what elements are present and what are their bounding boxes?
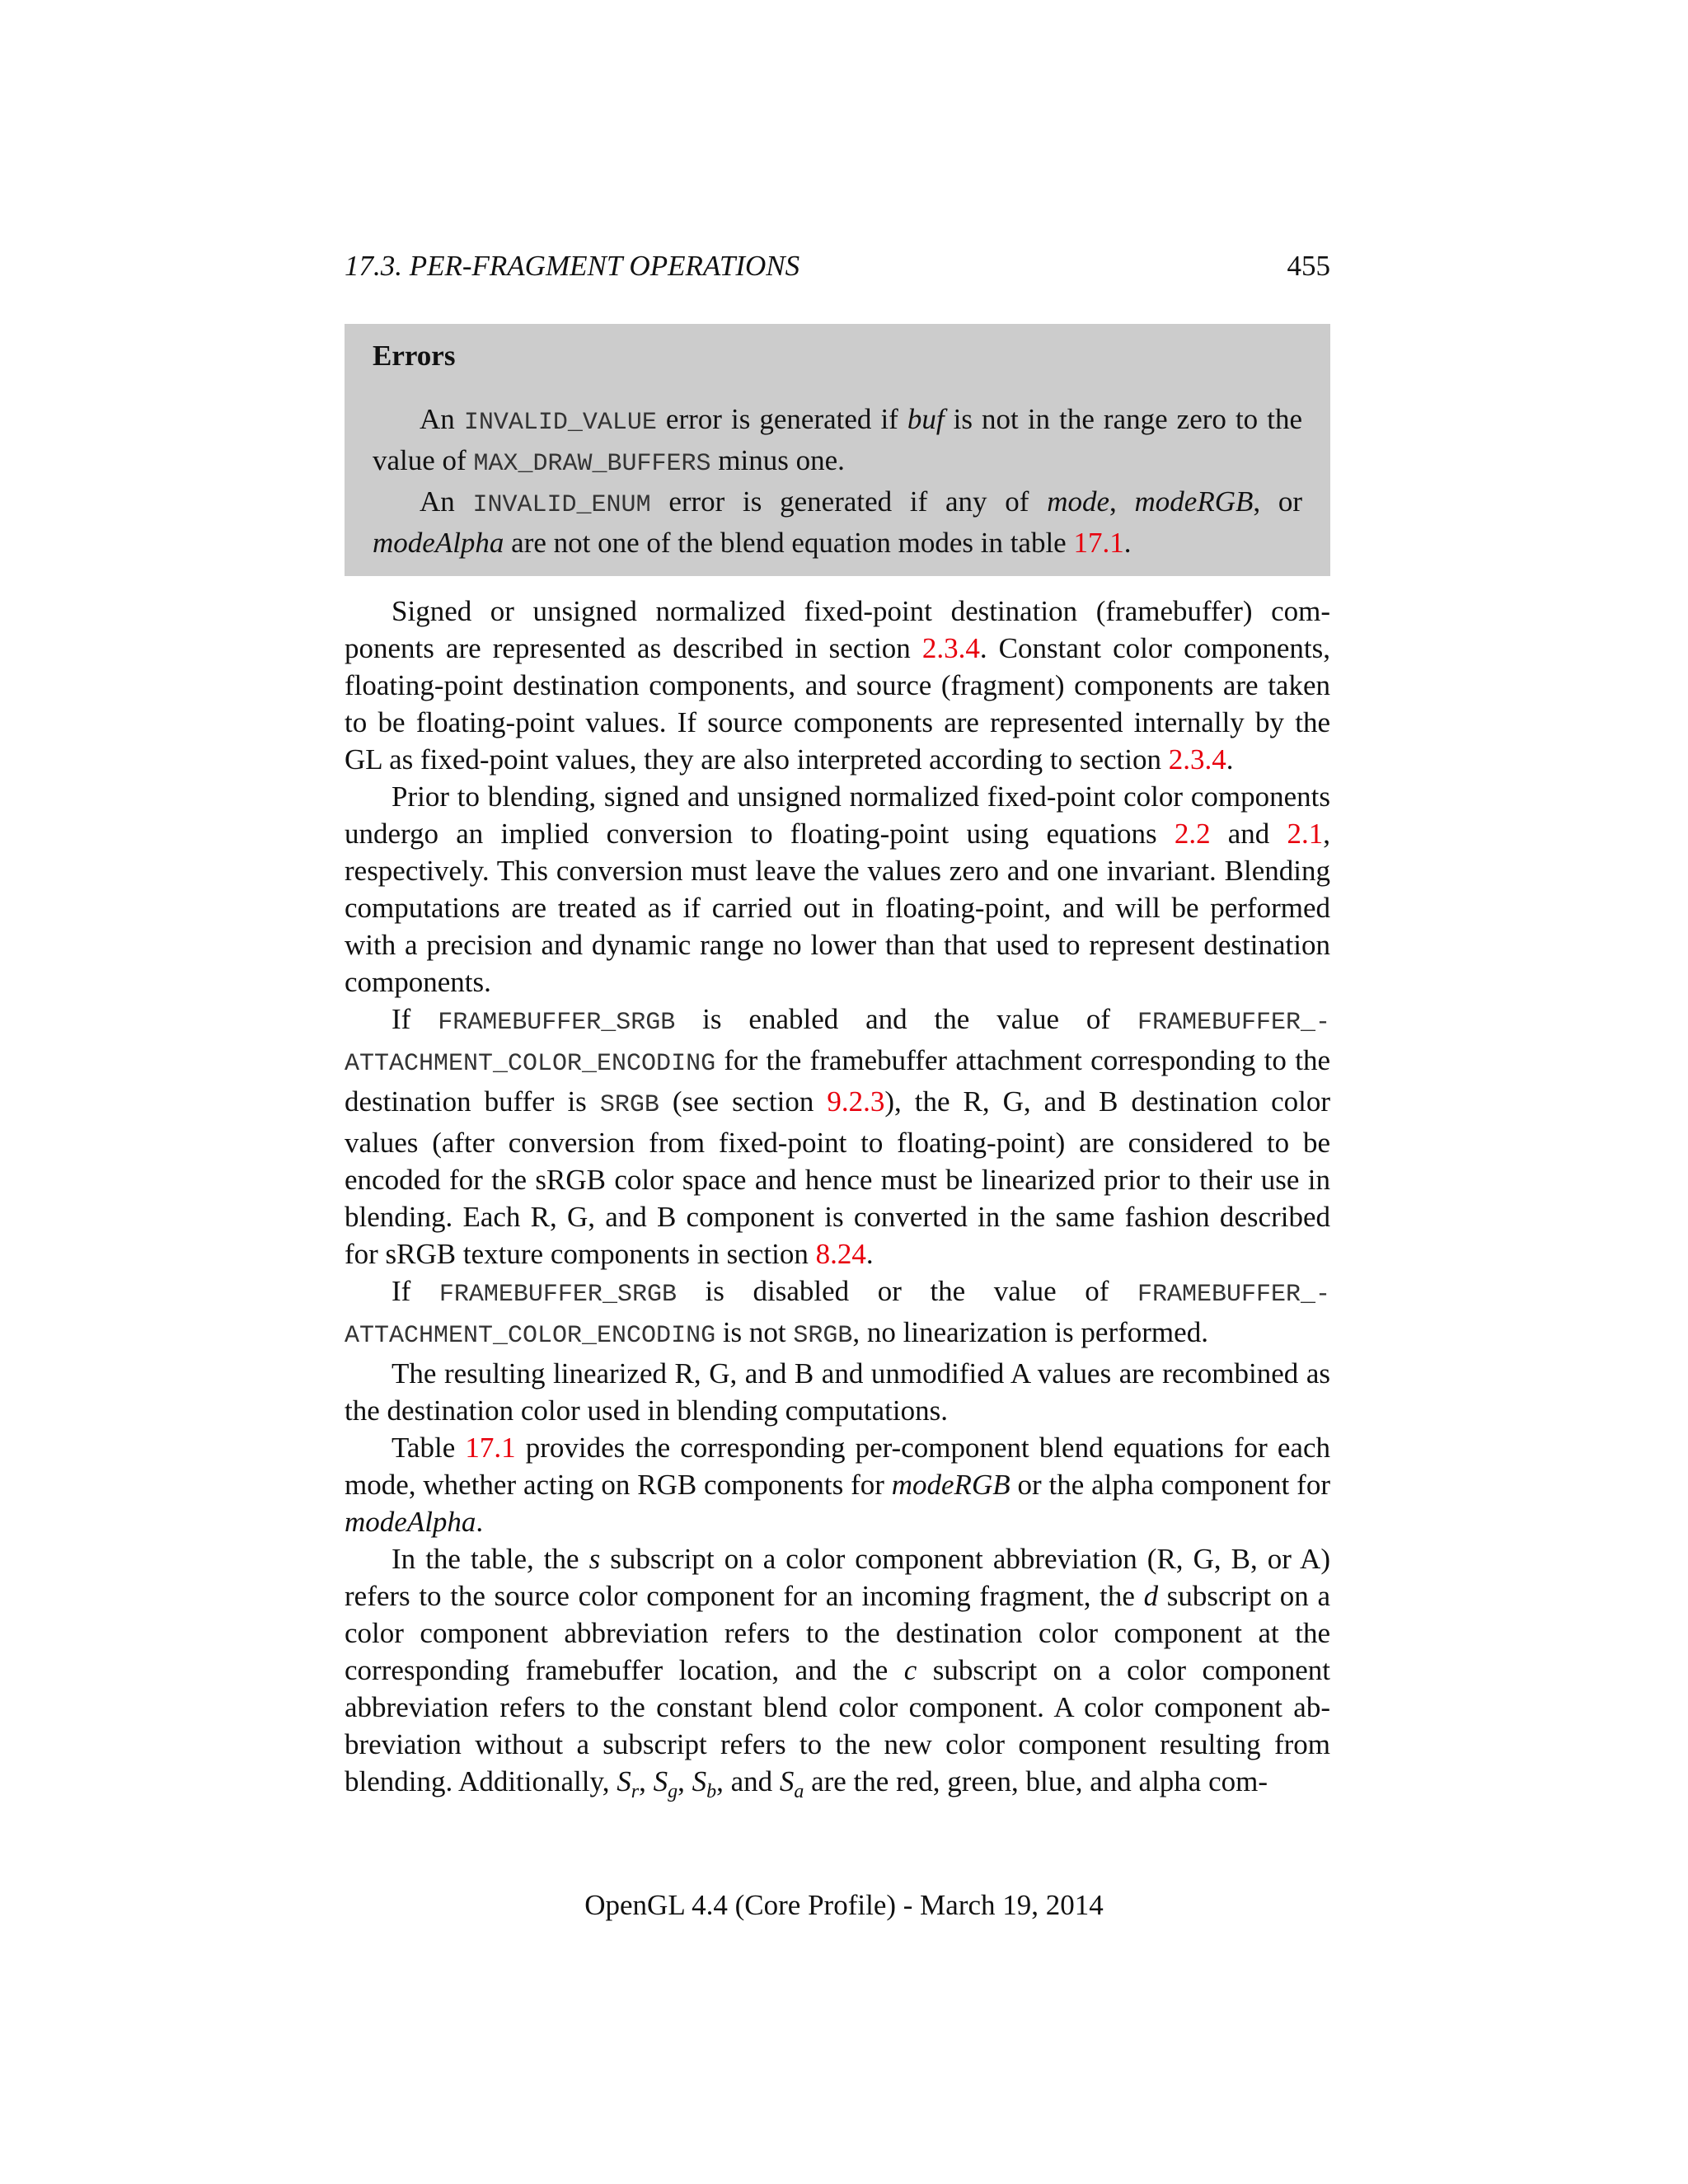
- errors-heading: Errors: [373, 340, 456, 372]
- code-token: SRGB: [599, 1091, 659, 1119]
- text: error is generated if: [656, 403, 907, 435]
- text: .: [1123, 527, 1132, 559]
- parameter-name: modeAlpha: [345, 1506, 476, 1538]
- page-footer: OpenGL 4.4 (Core Profile) - March 19, 2014: [584, 1889, 1104, 1921]
- code-token: SRGB: [793, 1322, 853, 1350]
- text: . Constant color components, floating-point destination components, and source (fragment) components are taken to be floating-point values. If source components are represented internally by the GL as fixed-point values, they are also interpreted according to section: [345, 632, 1330, 776]
- math-subscript: b: [706, 1781, 717, 1802]
- text: subscript on a color component abbreviation refers to the destination color component at the corresponding framebuffer location, and the: [345, 1580, 1330, 1686]
- text: Signed or unsigned normalized fixed-point destination (framebuffer) components are represented as described in section: [345, 595, 1330, 664]
- equation-reference-link[interactable]: 2.1: [1287, 818, 1324, 850]
- text: In the table, the: [392, 1543, 589, 1575]
- code-token: INVALID_ENUM: [472, 491, 651, 519]
- section-reference-link[interactable]: 2.3.4: [1168, 743, 1226, 776]
- text: ,: [639, 1765, 654, 1797]
- text: (see section: [659, 1085, 828, 1118]
- math-subscript: a: [794, 1781, 804, 1802]
- body-paragraph-7: [345, 1540, 1330, 1800]
- code-token: MAX_DRAW_BUFFERS: [473, 450, 711, 478]
- text: provides the corresponding per-component blend equations for each mode, whether acting on RGB components for: [345, 1432, 1330, 1501]
- text: If: [392, 1003, 438, 1035]
- text: , respectively. This conversion must leave the values zero and one invariant. Blending computations are treated as if carried out in floating-point, and will be performed with a precision and dynamic range no lower than that used to represent destination components.: [345, 818, 1331, 998]
- text: ), the R, G, and B destination color values (after conversion from fixed-point to floating-point) are considered to be encoded for the sRGB color space and hence must be linearized prior to their use in blending. Each R, G, and B component is converted in the same fashion described for sRGB texture components in section: [345, 1085, 1331, 1270]
- parameter-name: modeRGB: [891, 1469, 1010, 1501]
- section-title: 17.3. PER-FRAGMENT OPERATIONS: [345, 250, 800, 282]
- text: Prior to blending, signed and unsigned normalized fixed-point color components undergo an implied conversion to floating-point using equations: [345, 780, 1330, 850]
- running-header: [345, 247, 1330, 284]
- math-symbol: S: [779, 1765, 795, 1797]
- text: ,: [678, 1765, 692, 1797]
- text: minus one.: [710, 444, 845, 476]
- text: Table: [392, 1432, 466, 1464]
- table-reference-link[interactable]: 17.1: [465, 1432, 516, 1464]
- document-page: [345, 247, 1330, 1800]
- text: are not one of the blend equation modes in table: [504, 527, 1074, 559]
- text: , no linearization is performed.: [852, 1316, 1208, 1348]
- text: .: [476, 1506, 484, 1538]
- text: , and: [716, 1765, 780, 1797]
- text: and: [1210, 818, 1287, 850]
- text: An: [420, 403, 464, 435]
- text: are the red, green, blue, and alpha com-: [804, 1765, 1268, 1797]
- parameter-name: mode: [1047, 485, 1110, 518]
- code-token: INVALID_VALUE: [463, 409, 657, 437]
- section-reference-link[interactable]: 9.2.3: [827, 1085, 885, 1118]
- text: or the alpha component for: [1010, 1469, 1330, 1501]
- section-reference-link[interactable]: 8.24: [815, 1238, 866, 1270]
- math-subscript: g: [668, 1781, 678, 1802]
- equation-reference-link[interactable]: 2.2: [1174, 818, 1211, 850]
- math-symbol: S: [617, 1765, 631, 1797]
- text: is not: [715, 1316, 794, 1348]
- body-paragraph-6: [345, 1429, 1330, 1540]
- text: , or: [1253, 485, 1303, 518]
- text: error is generated if any of: [650, 485, 1048, 518]
- text: for the framebuffer attachment corresponding to the destination buffer is: [345, 1044, 1330, 1118]
- code-token: FRAMEBUFFER_SRGB: [438, 1281, 677, 1309]
- body-paragraph-1: [345, 593, 1330, 778]
- code-token: FRAMEBUFFER_-ATTACHMENT_COLOR_ENCODING: [345, 1009, 1331, 1078]
- body-paragraph-3: [345, 1001, 1330, 1272]
- text: If: [392, 1275, 439, 1307]
- body-paragraph-2: [345, 778, 1330, 1001]
- parameter-name: modeRGB: [1134, 485, 1254, 518]
- body-paragraph-5: [345, 1355, 1330, 1429]
- error-paragraph-invalid-value: [373, 401, 1302, 483]
- errors-box: [345, 324, 1330, 576]
- text: subscript on a color component abbreviation (R, G, B, or A) refers to the source color component for an incoming fragment, the: [345, 1543, 1330, 1612]
- code-token: FRAMEBUFFER_-ATTACHMENT_COLOR_ENCODING: [345, 1281, 1330, 1350]
- math-subscript: r: [631, 1781, 640, 1802]
- page-number: 455: [1287, 250, 1330, 282]
- math-symbol: d: [1143, 1580, 1159, 1612]
- body-paragraph-4: [345, 1272, 1330, 1355]
- text: is not in the range zero to the value of: [373, 403, 1302, 476]
- parameter-name: buf: [907, 403, 945, 435]
- text: .: [1226, 743, 1234, 776]
- text: The resulting linearized R, G, and B and unmodified A values are recombined as the destination color used in blending computations.: [345, 1357, 1330, 1427]
- math-symbol: c: [903, 1654, 917, 1686]
- section-reference-link[interactable]: 2.3.4: [921, 632, 980, 664]
- text: An: [420, 485, 473, 518]
- text: is disabled or the value of: [676, 1275, 1137, 1307]
- parameter-name: modeAlpha: [373, 527, 504, 559]
- text: .: [865, 1238, 874, 1270]
- math-symbol: S: [692, 1765, 707, 1797]
- error-paragraph-invalid-enum: [373, 483, 1302, 561]
- text: ,: [1109, 485, 1135, 518]
- text: is enabled and the value of: [675, 1003, 1137, 1035]
- math-symbol: S: [653, 1765, 668, 1797]
- code-token: FRAMEBUFFER_SRGB: [438, 1009, 676, 1037]
- math-symbol: s: [588, 1543, 601, 1575]
- text: subscript on a color component abbreviation refers to the constant blend color component. A color component abbreviation without a subscript refers to the new color component resulting from blending. Additionally,: [345, 1654, 1330, 1797]
- table-reference-link[interactable]: 17.1: [1073, 527, 1124, 559]
